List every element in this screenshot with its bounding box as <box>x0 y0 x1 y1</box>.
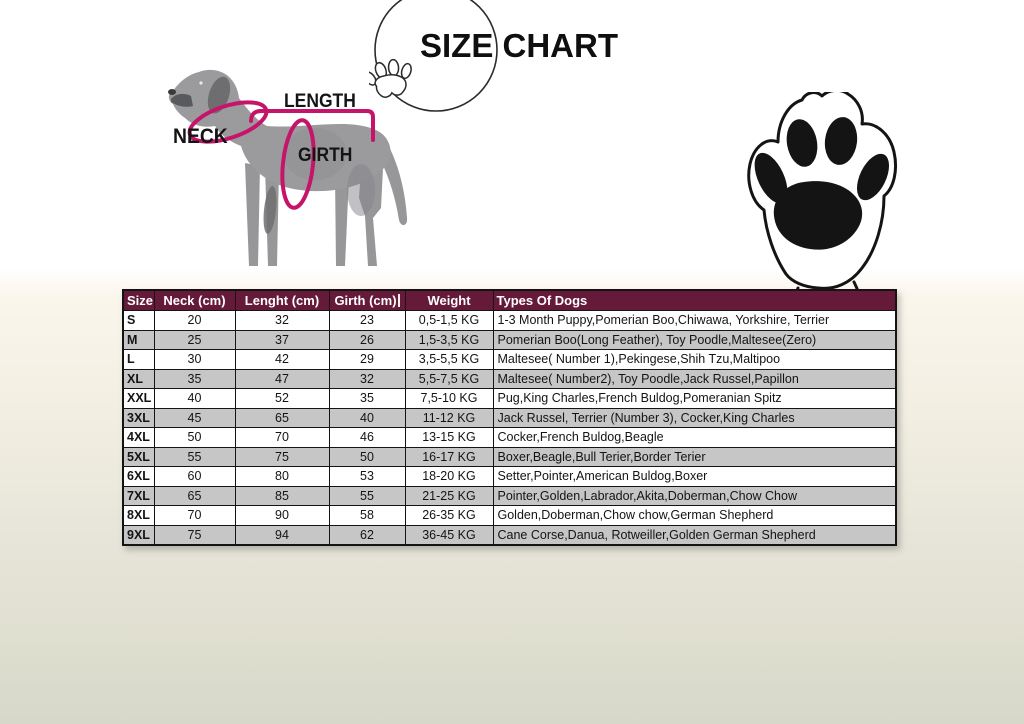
neck-label: NECK <box>173 125 228 148</box>
table-row: 7XL 65 85 55 21-25 KG Pointer,Golden,Labrador,Akita,Doberman,Chow Chow <box>123 486 896 506</box>
header-length: Lenght (cm) <box>235 290 329 311</box>
header-neck: Neck (cm) <box>154 290 235 311</box>
girth-label: GIRTH <box>298 145 353 166</box>
table-row: 6XL 60 80 53 18-20 KG Setter,Pointer,American Buldog,Boxer <box>123 467 896 487</box>
page-title: SIZE CHART <box>420 27 618 64</box>
table-row: L 30 42 29 3,5-5,5 KG Maltesee( Number 1),Pekingese,Shih Tzu,Maltipoo <box>123 350 896 370</box>
table-row: 4XL 50 70 46 13-15 KG Cocker,French Buldog,Beagle <box>123 428 896 448</box>
header-weight: Weight <box>405 290 493 311</box>
header-girth: Girth (cm) <box>329 290 405 311</box>
header-size: Size <box>123 290 154 311</box>
table-row: 8XL 70 90 58 26-35 KG Golden,Doberman,Chow chow,German Shepherd <box>123 506 896 526</box>
table-row: 5XL 55 75 50 16-17 KG Boxer,Beagle,Bull Terier,Border Terier <box>123 447 896 467</box>
text-cursor <box>398 294 400 307</box>
header-types: Types Of Dogs <box>493 290 896 311</box>
table-row: 9XL 75 94 62 36-45 KG Cane Corse,Danua, Rotweiller,Golden German Shepherd <box>123 525 896 545</box>
length-label: LENGTH <box>284 91 356 112</box>
paw-print-icon <box>746 92 908 306</box>
table-row: 3XL 45 65 40 11-12 KG Jack Russel, Terrier (Number 3), Cocker,King Charles <box>123 408 896 428</box>
table-row: M 25 37 26 1,5-3,5 KG Pomerian Boo(Long Feather), Toy Poodle,Maltesee(Zero) <box>123 330 896 350</box>
table-row: XL 35 47 32 5,5-7,5 KG Maltesee( Number2), Toy Poodle,Jack Russel,Papillon <box>123 369 896 389</box>
table-row: XXL 40 52 35 7,5-10 KG Pug,King Charles,French Buldog,Pomeranian Spitz <box>123 389 896 409</box>
table-header-row <box>123 290 896 311</box>
size-chart-table <box>122 289 897 546</box>
table-row: S 20 32 23 0,5-1,5 KG 1-3 Month Puppy,Pomerian Boo,Chiwawa, Yorkshire, Terrier <box>123 311 896 331</box>
dog-measurement-diagram <box>165 68 415 273</box>
